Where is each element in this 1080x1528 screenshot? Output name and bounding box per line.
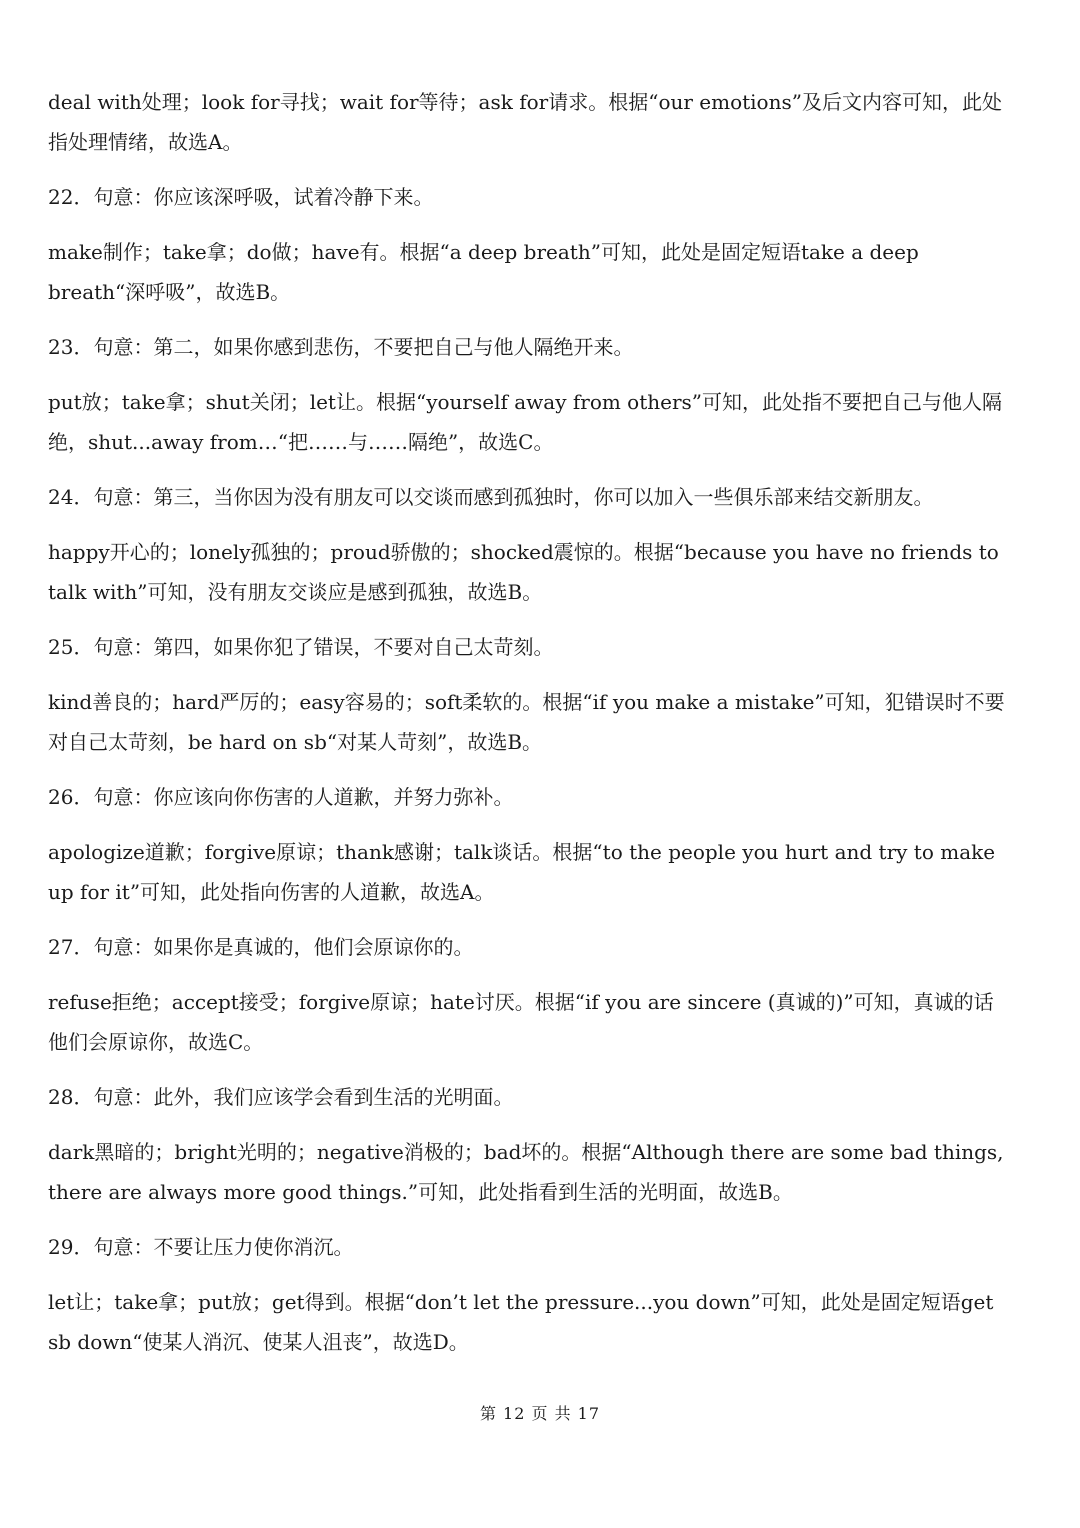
explanation-23: put放；take拿；shut关闭；let让。根据“yourself away from others”可知，此处指不要把自己与他人隔绝，shut...away from…“把……与……隔绝”，故选C。: [48, 390, 1003, 454]
explanation-25: kind善良的；hard严厉的；easy容易的；soft柔软的。根据“if you make a mistake”可知，犯错误时不要对自己太苛刻，be hard on sb“对某人苛刻”，故选B。: [48, 690, 1005, 754]
explanation-24: happy开心的；lonely孤独的；proud骄傲的；shocked震惊的。根据“because you have no friends to talk with”可知，没有朋友交谈应是感到孤独，故选B。: [48, 540, 999, 604]
explanation-27: refuse拒绝；accept接受；forgive原谅；hate讨厌。根据“if you are sincere (真诚的)”可知，真诚的话他们会原谅你，故选C。: [48, 990, 994, 1054]
page-body: [48, 82, 1008, 1377]
explanation-21: deal with处理；look for寻找；wait for等待；ask for请求。根据“our emotions”及后文内容可知，此处指处理情绪，故选A。: [48, 90, 1002, 154]
sentence-22: 22．句意：你应该深呼吸，试着冷静下来。: [48, 185, 434, 209]
page-number-footer: 第 12 页 共 17: [479, 1404, 601, 1423]
sentence-25: 25．句意：第四，如果你犯了错误，不要对自己太苛刻。: [48, 635, 554, 659]
explanation-28: dark黑暗的；bright光明的；negative消极的；bad坏的。根据“Although there are some bad things, there are always more good things.”可知，此处指看到生活的光明面，故选B。: [48, 1140, 1004, 1204]
sentence-23: 23．句意：第二，如果你感到悲伤，不要把自己与他人隔绝开来。: [48, 335, 634, 359]
sentence-26: 26．句意：你应该向你伤害的人道歉，并努力弥补。: [48, 785, 514, 809]
sentence-29: 29．句意：不要让压力使你消沉。: [48, 1235, 354, 1259]
sentence-28: 28．句意：此外，我们应该学会看到生活的光明面。: [48, 1085, 514, 1109]
explanation-26: apologize道歉；forgive原谅；thank感谢；talk谈话。根据“to the people you hurt and try to make up for it”可知，此处指向伤害的人道歉，故选A。: [48, 840, 996, 904]
explanation-22: make制作；take拿；do做；have有。根据“a deep breath”可知，此处是固定短语take a deep breath“深呼吸”，故选B。: [48, 240, 919, 304]
explanation-29: let让；take拿；put放；get得到。根据“don’t let the pressure...you down”可知，此处是固定短语get sb down“使某人消沉、使某人沮丧”，故选D。: [48, 1290, 994, 1354]
sentence-27: 27．句意：如果你是真诚的，他们会原谅你的。: [48, 935, 474, 959]
sentence-24: 24．句意：第三，当你因为没有朋友可以交谈而感到孤独时，你可以加入一些俱乐部来结交新朋友。: [48, 485, 934, 509]
